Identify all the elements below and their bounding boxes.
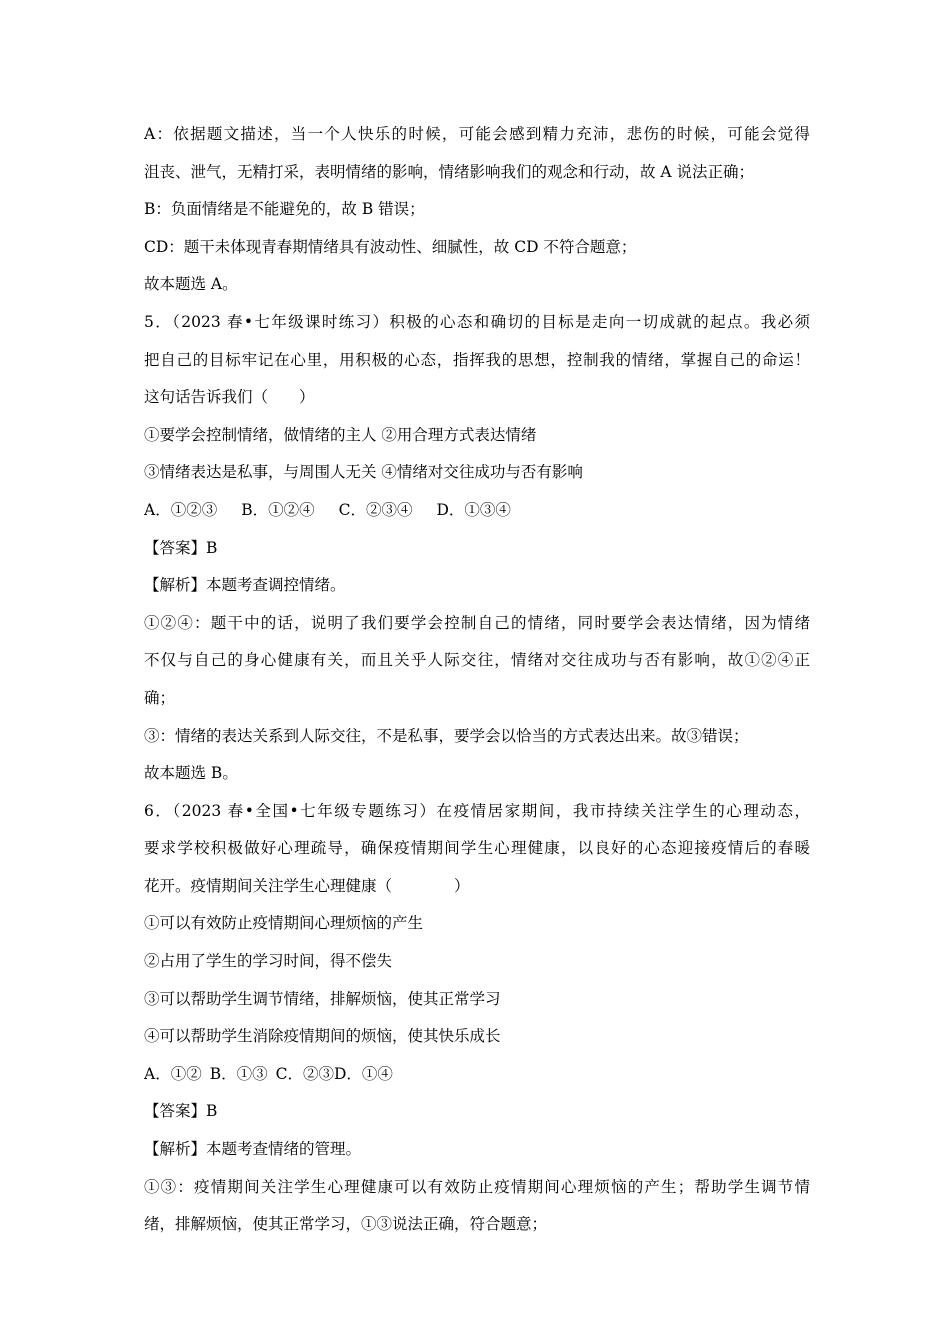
question-6-stem: 花开。疫情期间关注学生心理健康（ ） [144,876,470,895]
question-6-options [144,1056,810,1094]
question-6-stem: 要求学校积极做好心理疏导，确保疫情期间学生心理健康，以良好的心态迎接疫情后的春暖 [144,839,810,858]
option-b: B．①③ [209,1064,268,1083]
question-6-stem: 6．（2023 春•全国•七年级专题练习）在疫情居家期间，我市持续关注学生的心理动态， [144,801,810,820]
question-5-statement: ①要学会控制情绪，做情绪的主人 ②用合理方式表达情绪 [144,425,537,444]
question-5-options [144,492,810,530]
analysis-text: 故本题选 B。 [144,764,238,783]
analysis-text: 确； [144,688,176,707]
text-line: 沮丧、泄气，无精打采，表明情绪的影响，情绪影响我们的观念和行动，故 A 说法正确； [144,162,755,181]
option-b: B．①②④ [241,500,315,519]
analysis-label: 【解析】本题考查调控情绪。 [144,576,346,595]
question-6-statement: ③可以帮助学生调节情绪，排解烦恼，使其正常学习 [144,989,501,1008]
analysis-label: 【解析】本题考查情绪的管理。 [144,1140,362,1159]
text-line: 故本题选 A。 [144,275,238,294]
analysis-text: ①③：疫情期间关注学生心理健康可以有效防止疫情期间心理烦恼的产生；帮助学生调节情 [144,1177,810,1196]
analysis-text: ③：情绪的表达关系到人际交往，不是私事，要学会以恰当的方式表达出来。故③错误； [144,726,749,745]
text-line: B：负面情绪是不能避免的，故 B 错误； [144,200,425,219]
question-5-stem: 这句话告诉我们（ ） [144,388,315,407]
question-5-statement: ③情绪表达是私事，与周围人无关 ④情绪对交往成功与否有影响 [144,463,583,482]
answer-label: 【答案】B [144,538,218,557]
question-6-statement: ④可以帮助学生消除疫情期间的烦恼，使其快乐成长 [144,1027,501,1046]
option-c: C．②③④ [338,500,413,519]
option-a: A．①② [144,1064,202,1083]
question-6-statement: ①可以有效防止疫情期间心理烦恼的产生 [144,914,424,933]
question-5-stem: 把自己的目标牢记在心里，用积极的心态，指挥我的思想，控制我的情绪，掌握自己的命运！ [144,350,810,369]
question-5-stem: 5．（2023 春•七年级课时练习）积极的心态和确切的目标是走向一切成就的起点。我必须 [144,312,810,331]
text-line: CD：题干未体现青春期情绪具有波动性、细腻性，故 CD 不符合题意； [144,237,637,256]
text-line: A：依据题文描述，当一个人快乐的时候，可能会感到精力充沛，悲伤的时候，可能会觉得 [144,125,810,143]
answer-label: 【答案】B [144,1102,218,1121]
analysis-text: 绪，排解烦恼，使其正常学习，①③说法正确，符合题意； [144,1215,548,1234]
option-d: D．①③④ [436,500,511,519]
document-body [144,116,810,1244]
option-a: A．①②③ [144,500,218,519]
analysis-text: 不仅与自己的身心健康有关，而且关乎人际交往，情绪对交往成功与否有影响，故①②④正 [144,651,810,670]
option-c-d: C．②③D．①④ [275,1064,393,1083]
analysis-text: ①②④：题干中的话，说明了我们要学会控制自己的情绪，同时要学会表达情绪，因为情绪 [144,613,810,632]
question-6-statement: ②占用了学生的学习时间，得不偿失 [144,952,393,971]
